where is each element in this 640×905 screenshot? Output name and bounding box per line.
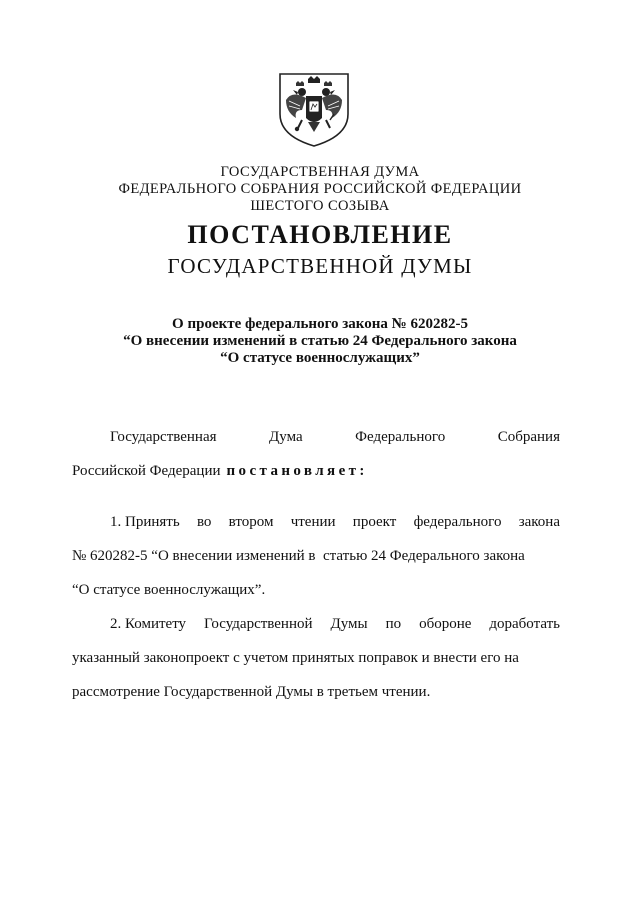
resolves-word: постановляет: bbox=[226, 463, 368, 479]
item-2-word: по bbox=[385, 616, 402, 632]
item-2-paragraph bbox=[72, 607, 560, 709]
item-1-word: 1. Принять bbox=[110, 514, 180, 530]
item-1-word: втором bbox=[228, 514, 274, 530]
item-1-line-3 bbox=[72, 573, 560, 607]
item-1-text: № 620282-5 “О внесении изменений в статью 24 Федерального закона bbox=[72, 548, 525, 564]
russian-coat-of-arms-icon bbox=[274, 70, 354, 148]
preamble-line-2 bbox=[72, 454, 560, 488]
issuer-header bbox=[0, 164, 640, 215]
item-1-word: чтении bbox=[290, 514, 336, 530]
issuer-line-2: ФЕДЕРАЛЬНОГО СОБРАНИЯ РОССИЙСКОЙ ФЕДЕРАЦИИ bbox=[118, 181, 522, 197]
item-1-word: проект bbox=[352, 514, 397, 530]
document-type-subtitle: ГОСУДАРСТВЕННОЙ ДУМЫ bbox=[167, 254, 473, 278]
item-1-word: федерального bbox=[413, 514, 502, 530]
subject-line-3: “О статусе военнослужащих” bbox=[220, 350, 420, 366]
item-2-word: доработать bbox=[489, 616, 560, 632]
preamble-word: Дума bbox=[269, 429, 303, 445]
preamble-word: Федерального bbox=[355, 429, 446, 445]
item-2-line-2 bbox=[72, 641, 560, 675]
item-2-line-1 bbox=[72, 607, 560, 641]
item-1-line-1 bbox=[72, 505, 560, 539]
item-1-word: во bbox=[196, 514, 212, 530]
preamble-line-1 bbox=[72, 420, 560, 454]
document-type-title: ПОСТАНОВЛЕНИЕ bbox=[187, 220, 453, 249]
preamble-text: Российской Федерации bbox=[72, 463, 221, 479]
item-2-text: указанный законопроект с учетом принятых поправок и внести его на bbox=[72, 650, 519, 666]
item-2-word: Думы bbox=[330, 616, 368, 632]
item-2-line-3 bbox=[72, 675, 560, 709]
item-1-paragraph bbox=[72, 505, 560, 607]
item-2-word: 2. Комитету bbox=[110, 616, 187, 632]
issuer-line-3: ШЕСТОГО СОЗЫВА bbox=[250, 198, 390, 214]
preamble-paragraph bbox=[72, 420, 560, 488]
item-1-line-2 bbox=[72, 539, 560, 573]
item-1-text: “О статусе военнослужащих”. bbox=[72, 582, 266, 598]
document-subject bbox=[0, 316, 640, 367]
preamble-word: Государственная bbox=[110, 429, 217, 445]
preamble-word: Собрания bbox=[497, 429, 560, 445]
subject-line-2: “О внесении изменений в статью 24 Федерального закона bbox=[123, 333, 517, 349]
item-2-text: рассмотрение Государственной Думы в третьем чтении. bbox=[72, 684, 431, 700]
item-2-word: Государственной bbox=[204, 616, 313, 632]
item-1-word: закона bbox=[518, 514, 560, 530]
issuer-line-1: ГОСУДАРСТВЕННАЯ ДУМА bbox=[220, 164, 420, 180]
item-2-word: обороне bbox=[419, 616, 472, 632]
subject-line-1: О проекте федерального закона № 620282-5 bbox=[172, 316, 468, 332]
